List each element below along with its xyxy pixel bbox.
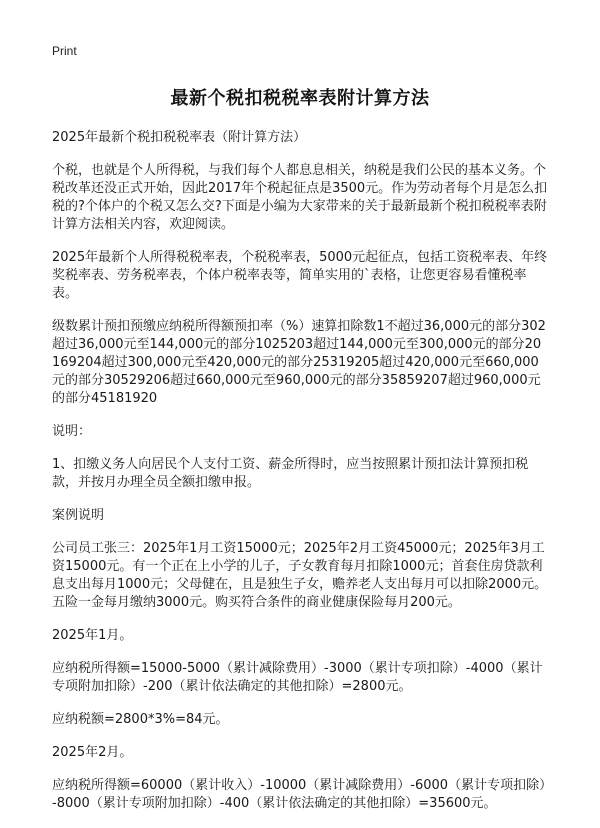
paragraph-feb-heading: 2025年2月。 [52, 745, 133, 760]
paragraph-feb-taxable: 应纳税所得额=60000（累计收入）-10000（累计减除费用）-6000（累计专项扣除）-8000（累计专项附加扣除）-400（累计依法确定的其他扣除）=35600元。 [52, 778, 546, 811]
paragraph-jan-taxable: 应纳税所得额=15000-5000（累计减除费用）-3000（累计专项扣除）-4000（累计专项附加扣除）-200（累计依法确定的其他扣除）=2800元。 [52, 661, 543, 694]
paragraph-rate-table: 级数累计预扣预缴应纳税所得额预扣率（%）速算扣除数1不超过36,000元的部分302超过36,000元至144,000元的部分1025203超过144,000元至300,000元的部分20169204超过300,000元至420,000元的部分25319205超过420,000元至660,000元的部分30529206超过660,000元至960,000元的部分35859207超过960,000元的部分45181920 [52, 319, 546, 406]
page-title: 最新个税扣税税率表附计算方法 [170, 88, 430, 109]
paragraph-intro: 个税，也就是个人所得税，与我们每个人都息息相关，纳税是我们公民的基本义务。个税改革还没正式开始，因此2017年个税起征点是3500元。作为劳动者每个月是怎么扣税的?个体户的个税又怎么交?下面是小编为大家带来的关于最新最新个税扣税税率表附计算方法相关内容，欢迎阅读。 [52, 163, 548, 232]
paragraph-jan-tax: 应纳税额=2800*3%=84元。 [52, 712, 229, 727]
paragraph-note-heading: 说明： [52, 424, 92, 439]
paragraph-overview: 2025年最新个人所得税税率表，个税税率表，5000元起征点，包括工资税率表、年终奖税率表、劳务税率表，个体户税率表等，简单实用的`表格，让您更容易看懂税率表。 [52, 250, 548, 301]
paragraph-case-heading: 案例说明 [52, 508, 105, 523]
paragraph-subtitle: 2025年最新个税扣税税率表（附计算方法） [52, 130, 307, 145]
print-link[interactable]: Print [52, 44, 77, 58]
paragraph-case-detail: 公司员工张三：2025年1月工资15000元；2025年2月工资45000元；2025年3月工资15000元。有一个正在上小学的儿子，子女教育每月扣除1000元；首套住房贷款利息支出每月1000元；父母健在，且是独生子女，赡养老人支出每月可以扣除2000元。五险一金每月缴纳3000元。购买符合条件的商业健康保险每月200元。 [52, 541, 548, 610]
paragraph-note-1: 1、扣缴义务人向居民个人支付工资、薪金所得时，应当按照累计预扣法计算预扣税款，并按月办理全员全额扣缴申报。 [52, 457, 529, 490]
paragraph-jan-heading: 2025年1月。 [52, 628, 133, 643]
